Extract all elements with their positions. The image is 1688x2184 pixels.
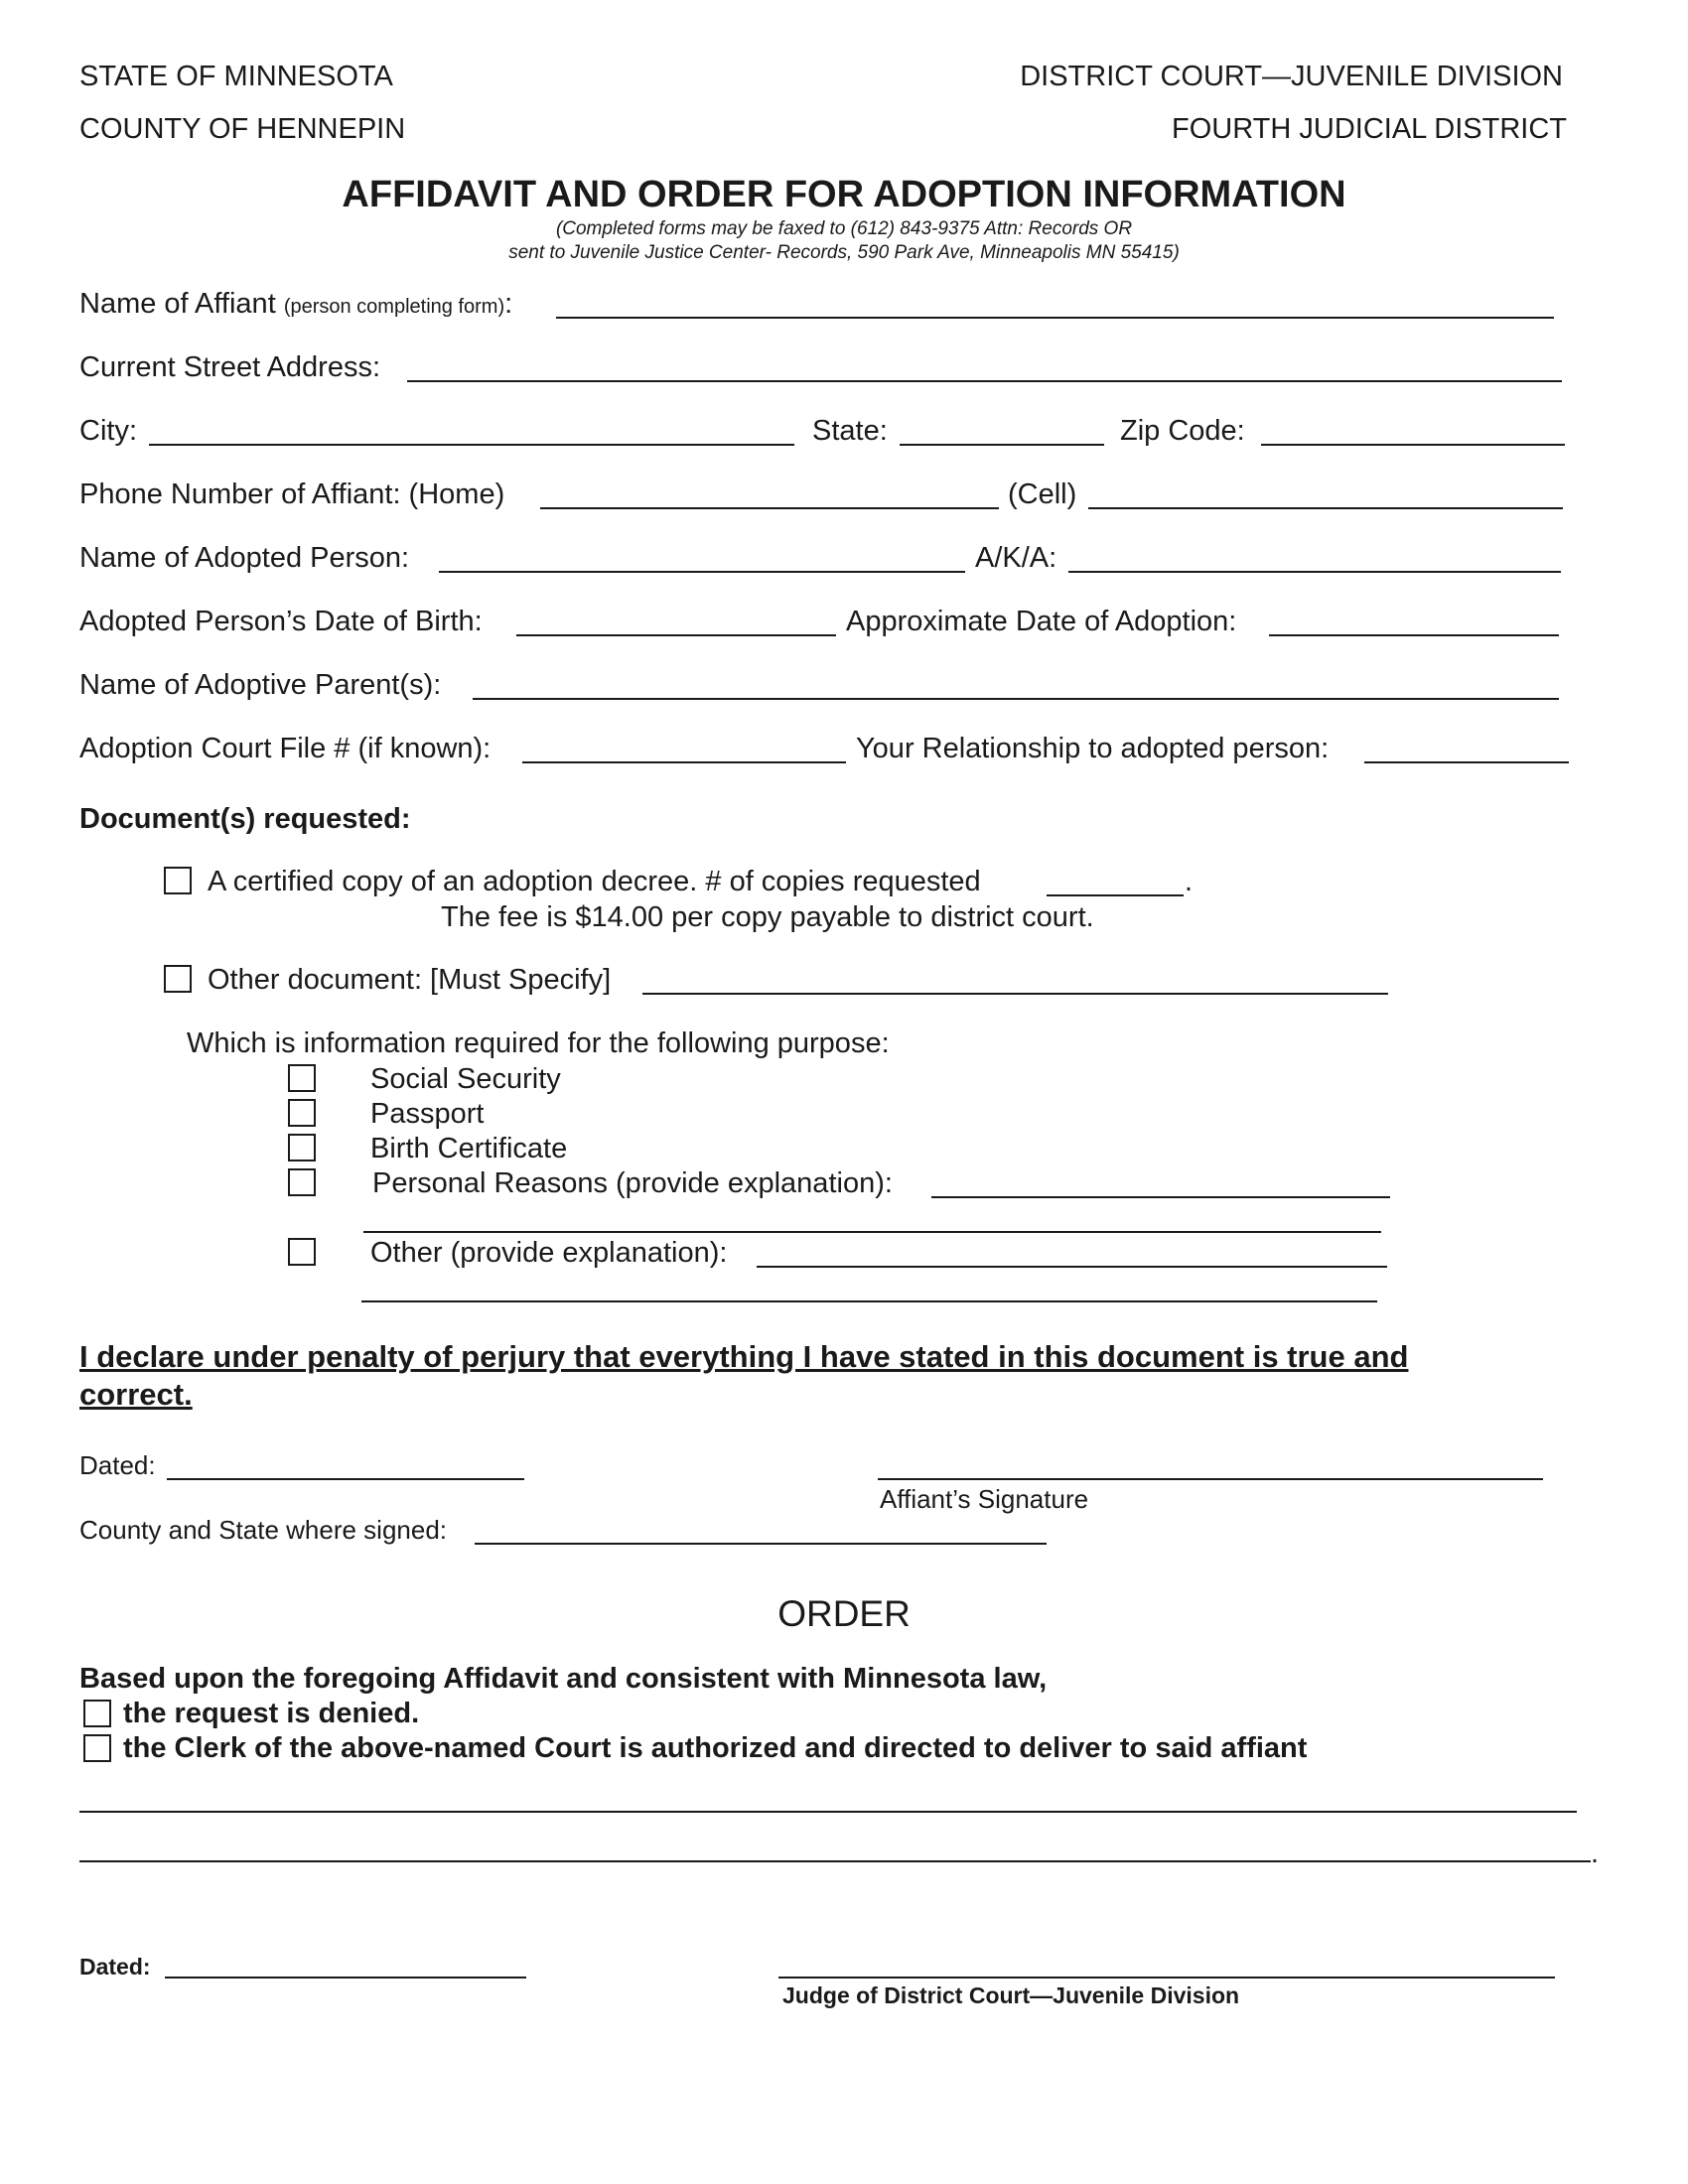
other-purpose-label: Other (provide explanation): <box>370 1237 728 1269</box>
county-state-field[interactable] <box>475 1543 1047 1545</box>
city-field[interactable] <box>149 444 794 446</box>
deliver-field-1[interactable] <box>79 1811 1577 1813</box>
county-label: COUNTY OF HENNEPIN <box>79 113 406 145</box>
order-dated-label: Dated: <box>79 1954 151 1979</box>
subtitle-line2: sent to Juvenile Justice Center- Records, 590 Park Ave, Minneapolis MN 55415) <box>508 242 1180 263</box>
order-dated-field[interactable] <box>165 1977 526 1979</box>
passport-checkbox[interactable] <box>288 1099 316 1127</box>
certified-period: . <box>1185 866 1194 897</box>
affiant-name-field[interactable] <box>556 317 1554 319</box>
adoptive-parents-field[interactable] <box>473 698 1559 700</box>
authorized-label: the Clerk of the above-named Court is authorized and directed to deliver to said affiant <box>123 1732 1308 1764</box>
documents-heading: Document(s) requested: <box>79 803 411 835</box>
street-field[interactable] <box>407 380 1562 382</box>
county-state-label: County and State where signed: <box>79 1515 448 1545</box>
purpose-intro: Which is information required for the following purpose: <box>187 1027 890 1059</box>
other-document-checkbox[interactable] <box>164 965 192 993</box>
affiant-signature-field[interactable] <box>878 1478 1543 1480</box>
other-purpose-field[interactable] <box>757 1266 1387 1268</box>
authorized-checkbox[interactable] <box>83 1734 111 1762</box>
other-purpose-field-2[interactable] <box>361 1300 1377 1302</box>
copies-field[interactable] <box>1047 894 1184 896</box>
adopted-name-field[interactable] <box>439 571 965 573</box>
declaration-line1: I declare under penalty of perjury that everything I have stated in this document is true and <box>79 1339 1409 1374</box>
relationship-label: Your Relationship to adopted person: <box>856 733 1330 764</box>
zip-field[interactable] <box>1261 444 1565 446</box>
adoption-date-field[interactable] <box>1269 634 1559 636</box>
adoption-date-label: Approximate Date of Adoption: <box>846 606 1237 637</box>
other-document-label: Other document: [Must Specify] <box>208 964 612 996</box>
personal-reasons-checkbox[interactable] <box>288 1168 316 1196</box>
denied-label: the request is denied. <box>123 1698 420 1729</box>
judge-label: Judge of District Court—Juvenile Division <box>782 1982 1240 2008</box>
judge-signature-field[interactable] <box>778 1977 1555 1979</box>
social-security-label: Social Security <box>370 1063 561 1095</box>
dob-label: Adopted Person’s Date of Birth: <box>79 606 483 637</box>
dated-field[interactable] <box>167 1478 524 1480</box>
phone-home-label: Phone Number of Affiant: (Home) <box>79 478 505 510</box>
adoptive-parents-label: Name of Adoptive Parent(s): <box>79 669 442 701</box>
dated-label: Dated: <box>79 1450 156 1480</box>
court-label: DISTRICT COURT—JUVENILE DIVISION <box>1020 61 1563 92</box>
aka-label: A/K/A: <box>975 542 1057 574</box>
aka-field[interactable] <box>1068 571 1561 573</box>
personal-reasons-field-2[interactable] <box>363 1231 1381 1233</box>
form-title: AFFIDAVIT AND ORDER FOR ADOPTION INFORMATION <box>342 174 1346 215</box>
phone-home-field[interactable] <box>540 507 999 509</box>
zip-label: Zip Code: <box>1120 415 1245 447</box>
street-label: Current Street Address: <box>79 351 381 383</box>
state-field-label: State: <box>812 415 888 447</box>
fee-note: The fee is $14.00 per copy payable to district court. <box>441 901 1094 933</box>
adopted-name-label: Name of Adopted Person: <box>79 542 410 574</box>
other-purpose-checkbox[interactable] <box>288 1238 316 1266</box>
order-period: . <box>1591 1838 1600 1869</box>
order-heading: ORDER <box>777 1593 911 1634</box>
court-file-field[interactable] <box>522 761 846 763</box>
affiant-signature-label: Affiant’s Signature <box>880 1484 1089 1514</box>
other-document-field[interactable] <box>642 993 1388 995</box>
personal-reasons-field[interactable] <box>931 1196 1390 1198</box>
declaration-line2: correct. <box>79 1377 193 1412</box>
denied-checkbox[interactable] <box>83 1700 111 1727</box>
state-field[interactable] <box>900 444 1104 446</box>
certified-copy-checkbox[interactable] <box>164 867 192 894</box>
state-label: STATE OF MINNESOTA <box>79 61 393 92</box>
district-label: FOURTH JUDICIAL DISTRICT <box>1172 113 1567 145</box>
deliver-field-2[interactable] <box>79 1860 1591 1862</box>
subtitle-line1: (Completed forms may be faxed to (612) 843-9375 Attn: Records OR <box>555 218 1133 239</box>
birth-certificate-label: Birth Certificate <box>370 1133 568 1164</box>
phone-cell-field[interactable] <box>1088 507 1563 509</box>
birth-certificate-checkbox[interactable] <box>288 1134 316 1161</box>
phone-cell-label: (Cell) <box>1008 478 1077 510</box>
passport-label: Passport <box>370 1098 485 1130</box>
court-file-label: Adoption Court File # (if known): <box>79 733 492 764</box>
city-label: City: <box>79 415 137 447</box>
certified-copy-label: A certified copy of an adoption decree. # of copies requested <box>208 866 981 897</box>
affiant-name-label: Name of Affiant (person completing form): <box>79 288 513 320</box>
dob-field[interactable] <box>516 634 836 636</box>
social-security-checkbox[interactable] <box>288 1064 316 1092</box>
order-intro: Based upon the foregoing Affidavit and consistent with Minnesota law, <box>79 1663 1048 1695</box>
personal-reasons-label: Personal Reasons (provide explanation): <box>372 1167 893 1199</box>
relationship-field[interactable] <box>1364 761 1569 763</box>
